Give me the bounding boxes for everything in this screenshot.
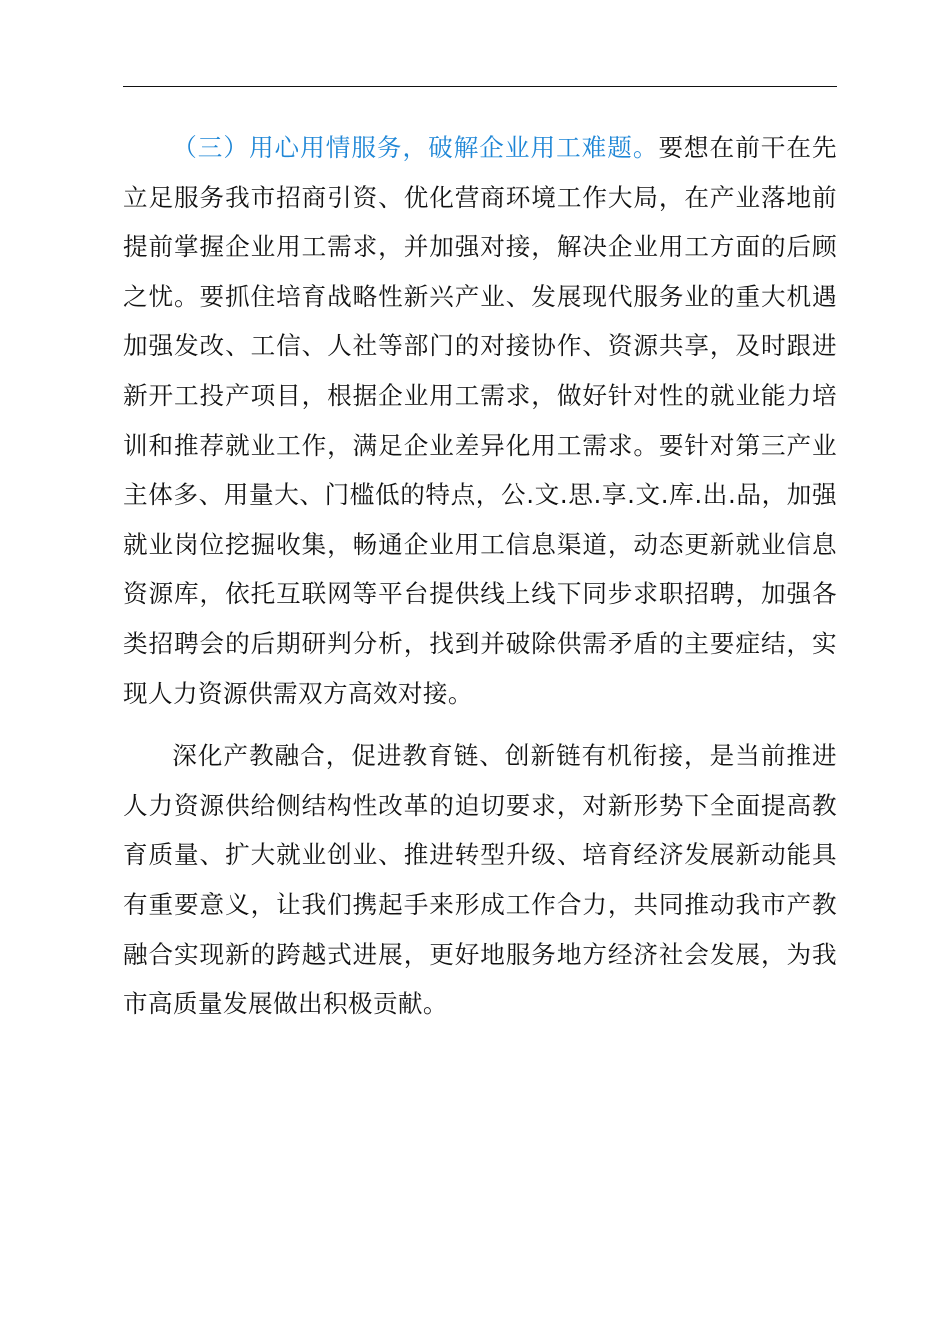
paragraph-text: 深化产教融合，促进教育链、创新链有机衔接，是当前推进人力资源供给侧结构性改革的迫切要求，对新形势下全面提高教育质量、扩大就业创业、推进转型升级、培育经济发展新动能具有重要意义，让我们携起手来形成工作合力，共同推动我市产教融合实现新的跨越式进展，更好地服务地方经济社会发展，为我市高质量发展做出积极贡献。: [123, 741, 837, 1019]
header-rule: [123, 86, 837, 87]
paragraph-text: 要想在前干在先立足服务我市招商引资、优化营商环境工作大局，在产业落地前提前掌握企业用工需求，并加强对接，解决企业用工方面的后顾之忧。要抓住培育战略性新兴产业、发展现代服务业的重大机遇加强发改、工信、人社等部门的对接协作、资源共享，及时跟进新开工投产项目，根据企业用工需求，做好针对性的就业能力培训和推荐就业工作，满足企业差异化用工需求。要针对第三产业主体多、用量大、门槛低的特点，公.文.思.享.文.库.出.品，加强就业岗位挖掘收集，畅通企业用工信息渠道，动态更新就业信息资源库，依托互联网等平台提供线上线下同步求职招聘，加强各类招聘会的后期研判分析，找到并破除供需矛盾的主要症结，实现人力资源供需双方高效对接。: [123, 133, 837, 708]
section-heading: （三）用心用情服务，破解企业用工难题。: [172, 133, 659, 162]
paragraph-section-three: [123, 123, 837, 718]
page-body: [123, 123, 837, 1029]
paragraph-conclusion: [123, 731, 837, 1029]
